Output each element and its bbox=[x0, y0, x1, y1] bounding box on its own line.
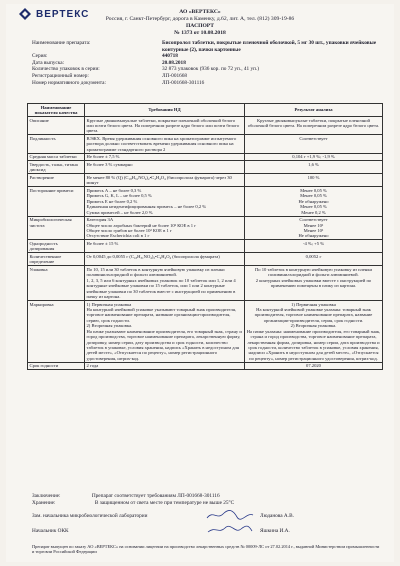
indicator-cell: Твердость, тальк, титана диоксид bbox=[28, 161, 85, 174]
brand-name: ВЕРТЕКС bbox=[36, 8, 90, 20]
meta-key: Количество упаковок в серии: bbox=[32, 66, 100, 73]
document-number: № 1373 от 10.08.2018 bbox=[174, 30, 226, 36]
requirement-cell: От 0,0045 до 0,0055 г (C₁₈H₃₁NO₄)₂•C₄H₄O₄ (бисопролола фумарата) bbox=[85, 253, 245, 266]
result-cell: Менее 0,05 % Менее 0,05 % Не обнаружено Менее 0,05 % Менее 0,2 % bbox=[245, 187, 383, 216]
result-cell: 1,6 % bbox=[245, 161, 383, 174]
table-row bbox=[28, 174, 383, 187]
meta-key: Дата выпуска: bbox=[32, 59, 65, 66]
conclusion-label: Заключение: bbox=[32, 493, 61, 499]
indicator-cell: Маркировка bbox=[28, 301, 85, 363]
result-cell: 0,0052 г bbox=[245, 253, 383, 266]
fine-print: Препарат выпущен по заказу АО «ВЕРТЕКС» на основании лицензии на производство лекарственных средств № 00009-ЛС от 27.02.2014 г., выданной Министерством промышленности и торговли Российской Федерации bbox=[32, 544, 380, 554]
meta-key: Номер нормативного документа: bbox=[32, 79, 106, 86]
table-row bbox=[28, 117, 383, 135]
storage bbox=[32, 500, 234, 507]
requirement-cell: 2 года bbox=[85, 362, 245, 370]
meta-value: 20.08.2018 bbox=[162, 59, 186, 66]
table-row bbox=[28, 253, 383, 266]
result-cell: Соответствует bbox=[245, 135, 383, 153]
meta-row bbox=[32, 53, 382, 60]
meta-value: ЛП-001668-301116 bbox=[162, 79, 205, 86]
document-title: ПАСПОРТ bbox=[185, 23, 215, 29]
meta-row bbox=[32, 73, 382, 80]
table-row bbox=[28, 153, 383, 161]
requirement-cell: 1) Первичная упаковка На контурной ячейковой упаковке указывают товарный знак производителя, торговое наименование препарата, название организации-производителя, серию, срок годности. 2) Вторичная упаковка. На пачке указывают наименование производителя, его товарный знак, страну и город производства, торговое наименование препарата, лекарственную форму, дозировку, номер серии, дату производства и срок годности, количество таблеток в упаковке, условия хранения, надпись «Хранить в недоступном для детей месте», «Отпускается по рецепту», номер регистрационного удостоверения, штрих-код. bbox=[85, 301, 245, 363]
meta-key: Регистрационный номер: bbox=[32, 72, 89, 79]
requirement-cell: Не более 3 % суммарно bbox=[85, 161, 245, 174]
company-address: Россия, г. Санкт-Петербург, дорога в Каменку, д.62, лит. А, тел. (812) 309-19-86 bbox=[105, 16, 295, 22]
requirement-cell: Примесь А – не более 0,3 % Примесь G, K, L – не более 0,5 % Примесь Е не более 0,2 % Единичная неидентифицированная примесь – не более 0,2 % Сумма примесей – не более 2,0 % bbox=[85, 187, 245, 216]
indicator-cell: Упаковка bbox=[28, 266, 85, 301]
meta-value: Бисопролол таблетки, покрытые пленочной оболочкой, 5 мг 30 шт., упаковки ячейковые контурные (2), пачки картонные bbox=[162, 40, 377, 53]
result-cell: Соответствует Менее 10¹ Менее 10¹ Не обнаружено bbox=[245, 216, 383, 240]
requirement-cell: Круглые двояковыпуклые таблетки, покрытые пленочной оболочкой белого или почти белого цвета. На поперечном разрезе ядро белого или почти белого цвета. bbox=[85, 117, 245, 135]
requirement-cell: Не более ± 15 % bbox=[85, 240, 245, 253]
meta-key: Серия: bbox=[32, 53, 48, 60]
indicator-cell: Однородность дозирования bbox=[28, 240, 85, 253]
requirement-cell: Не более ± 7,5 % bbox=[85, 153, 245, 161]
indicator-cell: Описание bbox=[28, 117, 85, 135]
conclusion-text: Препарат соответствует требованиям ЛП-001668-301116 bbox=[91, 493, 220, 499]
indicator-cell: Срок годности bbox=[28, 362, 85, 370]
otk-head-title: Начальник ОКК bbox=[32, 528, 69, 534]
column-header: Требования НД bbox=[85, 104, 245, 117]
result-cell: 1) Первичная упаковка На контурной ячейковой упаковке указаны: товарный знак производителя, торговое наименование препарата, название организации-производителя, серия, срок годности. 2) Вторичная упаковка. На пачке указаны: наименование производителя, его товарный знак, страна и город производства, торговое наименование препарата, лекарственная форма, дозировка, номер серии, дата производства и срок годности, количество таблеток в упаковке, условия хранения, надписи «Хранить в недоступном для детей месте», «Отпускается по рецепту», номер регистрационного удостоверения, штрих-код. bbox=[245, 301, 383, 363]
requirement-cell: Категория 3А Общее число аэробных бактерий не более 10³ КОЕ в 1 г Общее число грибов не более 10² КОЕ в 1 г Отсутствие Escherichia coli в 1 г bbox=[85, 216, 245, 240]
meta-row bbox=[32, 66, 382, 73]
indicator-cell: Посторонние примеси bbox=[28, 187, 85, 216]
signature-lab-head bbox=[205, 508, 255, 522]
result-cell: -4 %; +5 % bbox=[245, 240, 383, 253]
lab-head-name: Люданова А.В. bbox=[260, 513, 294, 519]
indicator-cell: Средняя масса таблетки bbox=[28, 153, 85, 161]
table-header-row bbox=[28, 104, 383, 117]
quality-table bbox=[27, 103, 383, 370]
table-row bbox=[28, 135, 383, 153]
table-row bbox=[28, 240, 383, 253]
product-meta bbox=[32, 40, 382, 86]
table-row bbox=[28, 301, 383, 363]
otk-head-name: Яшкина И.А. bbox=[260, 528, 290, 534]
requirement-cell: По 10, 15 или 30 таблеток в контурную ячейковую упаковку из пленки поливинилхлоридной и фольги алюминиевой. 1, 2, 3, 5 или 6 контурных ячейковых упаковок по 10 таблеток или 1, 2 или 4 контурные ячейковые упаковки по 15 таблеток, или 1 или 2 контурные ячейковые упаковки по 30 таблеток вместе с инструкцией по применению в пачку из картона. bbox=[85, 266, 245, 301]
result-cell: 07.2020 bbox=[245, 362, 383, 370]
meta-key: Наименование препарата: bbox=[32, 40, 91, 46]
meta-value: 440718 bbox=[162, 53, 178, 60]
requirement-cell: Не менее 80 % (Q) (C₁₈H₃₁NO₄)₂•C₄H₄O₄ (бисопролола фумарата) через 30 минут bbox=[85, 174, 245, 187]
conclusion bbox=[32, 493, 220, 500]
table-row bbox=[28, 161, 383, 174]
indicator-cell: Количественное определение bbox=[28, 253, 85, 266]
signature-otk-head bbox=[205, 523, 255, 537]
storage-label: Хранение: bbox=[32, 500, 56, 506]
lab-head-title: Зам. начальника микробиологической лаборатории bbox=[32, 513, 148, 519]
meta-value: 32 873 упаковок (936 кор. по 72 уп., 41 уп.) bbox=[162, 66, 260, 73]
meta-row bbox=[32, 80, 382, 87]
meta-value: ЛП-001668 bbox=[162, 72, 188, 79]
result-cell: Круглые двояковыпуклые таблетки, покрытые пленочной оболочкой белого цвета. На поперечном разрезе ядро белого цвета. bbox=[245, 117, 383, 135]
result-cell: 100 % bbox=[245, 174, 383, 187]
column-header: Результат анализа bbox=[245, 104, 383, 117]
storage-text: В защищенном от света месте при температуре не выше 25°С bbox=[94, 500, 235, 506]
requirement-cell: ВЭЖХ. Время удерживания основного пика на хроматограмме испытуемого раствора должно соответствовать времени удерживания основного пика на хроматограмме стандартного раствора 2 bbox=[85, 135, 245, 153]
indicator-cell: Растворение bbox=[28, 174, 85, 187]
meta-row bbox=[32, 40, 382, 53]
table-row bbox=[28, 187, 383, 216]
company-name: АО «ВЕРТЕКС» bbox=[179, 9, 221, 15]
indicator-cell: Подлинность bbox=[28, 135, 85, 153]
table-row bbox=[28, 216, 383, 240]
column-header: Наименование показателя качества bbox=[28, 104, 85, 117]
table-row bbox=[28, 266, 383, 301]
table-row bbox=[28, 362, 383, 370]
indicator-cell: Микробиологическая чистота bbox=[28, 216, 85, 240]
result-cell: По 10 таблеток в контурную ячейковую упаковку из пленки поливинилхлоридной и фольги алюминиевой. 2 контурных ячейковых упаковки вместе с инструкцией по применению помещены в пачку из картона. bbox=[245, 266, 383, 301]
result-cell: 0,104 г +1,9 %; -1,9 % bbox=[245, 153, 383, 161]
